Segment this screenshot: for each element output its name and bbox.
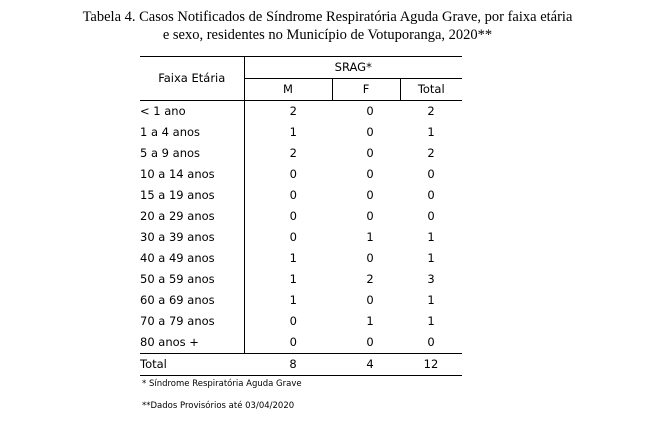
age-cell: 10 a 14 anos	[140, 164, 244, 185]
age-cell: < 1 ano	[140, 101, 244, 123]
age-cell: 15 a 19 anos	[140, 185, 244, 206]
table-body	[140, 101, 462, 354]
table-row	[140, 290, 462, 311]
table-row	[140, 332, 462, 354]
female-cell: 1	[366, 314, 374, 328]
table-row	[140, 164, 462, 185]
total-cell: 0	[427, 335, 435, 349]
table-row	[140, 248, 462, 269]
footnote-srag: * Síndrome Respiratória Aguda Grave	[142, 379, 302, 389]
total-cell: 0	[427, 209, 435, 223]
table-row	[140, 122, 462, 143]
total-column-header: Total	[400, 79, 462, 101]
total-cell: 0	[427, 167, 435, 181]
age-cell: 1 a 4 anos	[140, 122, 244, 143]
male-column-header: M	[244, 79, 332, 101]
age-cell: 60 a 69 anos	[140, 290, 244, 311]
male-cell: 1	[289, 125, 297, 139]
age-cell: 70 a 79 anos	[140, 311, 244, 332]
table-row	[140, 227, 462, 248]
male-cell: 0	[289, 209, 297, 223]
male-cell: 1	[289, 293, 297, 307]
table-row	[140, 143, 462, 164]
total-row-male: 8	[244, 354, 332, 376]
total-cell: 1	[427, 251, 435, 265]
female-cell: 0	[366, 146, 374, 160]
total-row	[140, 354, 462, 376]
male-cell: 0	[289, 335, 297, 349]
srag-cases-table	[140, 56, 462, 376]
female-cell: 0	[366, 167, 374, 181]
male-cell: 0	[289, 230, 297, 244]
total-cell: 0	[427, 188, 435, 202]
female-cell: 1	[366, 230, 374, 244]
female-column-header: F	[332, 79, 400, 101]
age-group-header: Faixa Etária	[140, 57, 244, 101]
female-cell: 0	[366, 188, 374, 202]
total-cell: 1	[427, 293, 435, 307]
male-cell: 0	[289, 314, 297, 328]
footnote-provisional: **Dados Provisórios até 03/04/2020	[142, 401, 295, 411]
caption-line-1: Tabela 4. Casos Notificados de Síndrome Respiratória Aguda Grave, por faixa etária	[82, 9, 573, 25]
female-cell: 0	[366, 209, 374, 223]
age-cell: 5 a 9 anos	[140, 143, 244, 164]
total-cell: 1	[427, 230, 435, 244]
srag-group-header: SRAG*	[244, 57, 462, 79]
age-cell: 40 a 49 anos	[140, 248, 244, 269]
female-cell: 2	[366, 272, 374, 286]
male-cell: 1	[289, 272, 297, 286]
table-row	[140, 311, 462, 332]
total-cell: 2	[427, 146, 435, 160]
total-cell: 1	[427, 125, 435, 139]
age-cell: 30 a 39 anos	[140, 227, 244, 248]
male-cell: 0	[289, 188, 297, 202]
male-cell: 1	[289, 251, 297, 265]
female-cell: 0	[366, 251, 374, 265]
male-cell: 2	[289, 146, 297, 160]
age-cell: 20 a 29 anos	[140, 206, 244, 227]
table-caption	[0, 8, 655, 44]
total-row-female: 4	[332, 354, 400, 376]
table-row	[140, 185, 462, 206]
male-cell: 0	[289, 167, 297, 181]
female-cell: 0	[366, 125, 374, 139]
female-cell: 0	[366, 335, 374, 349]
table-row	[140, 269, 462, 290]
caption-line-2: e sexo, residentes no Município de Votuporanga, 2020**	[162, 27, 493, 43]
total-row-label: Total	[140, 354, 244, 376]
female-cell: 0	[366, 293, 374, 307]
total-cell: 2	[427, 104, 435, 118]
total-cell: 3	[427, 272, 435, 286]
total-cell: 1	[427, 314, 435, 328]
table-row	[140, 206, 462, 227]
male-cell: 2	[289, 104, 297, 118]
table-row	[140, 101, 462, 123]
total-row-total: 12	[400, 354, 462, 376]
female-cell: 0	[366, 104, 374, 118]
age-cell: 50 a 59 anos	[140, 269, 244, 290]
age-cell: 80 anos +	[140, 332, 244, 354]
